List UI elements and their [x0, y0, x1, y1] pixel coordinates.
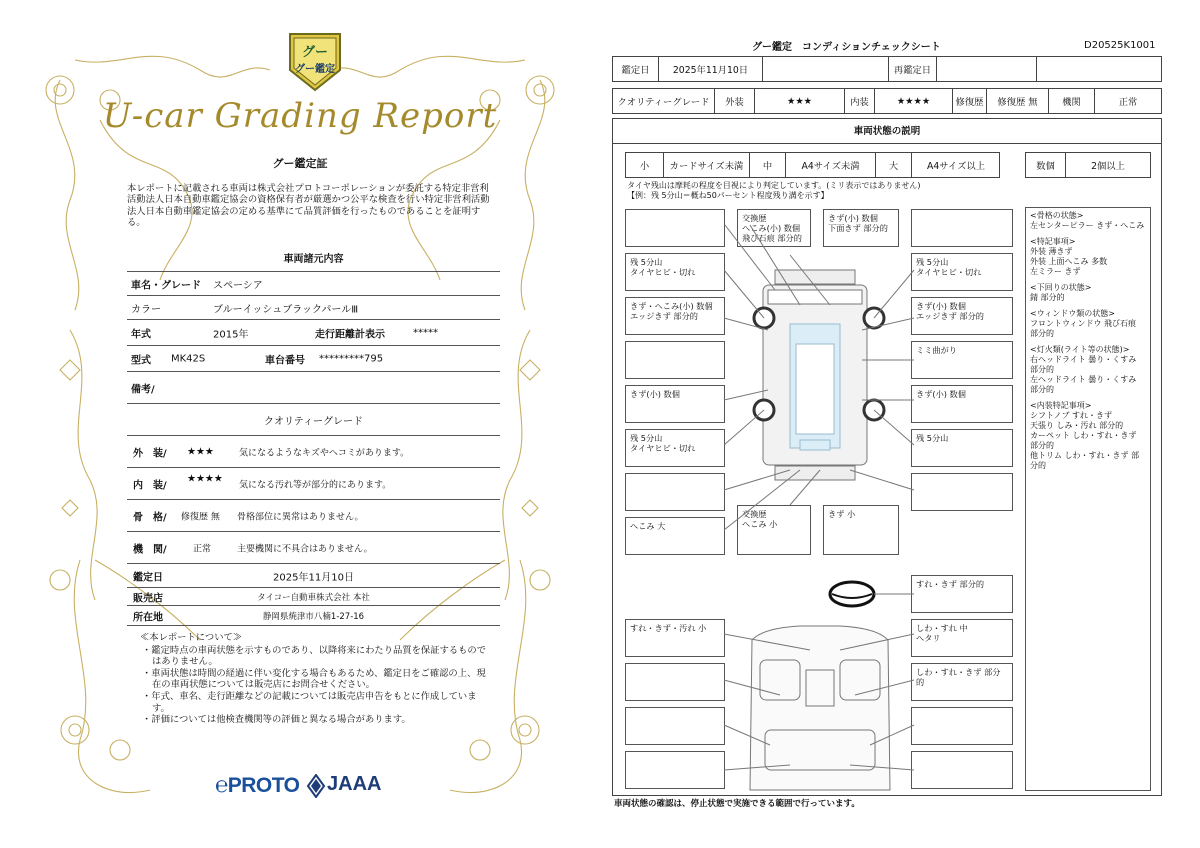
notebox-empty [911, 473, 1013, 511]
notebox-left-rear: へこみ 大 [625, 517, 725, 555]
special-notes-box [1025, 207, 1151, 791]
size-large-desc: A4サイズ以上 [926, 161, 985, 172]
legend-lights: <灯火類(ライト等の状態)> 右ヘッドライト 曇り・くすみ 部分的 左ヘッドライト 曇り・くすみ 部分的 [1030, 345, 1137, 394]
jaaa-logo: JAAA [327, 773, 382, 795]
size-small-desc: カードサイズ未満 [664, 153, 750, 177]
interior-label: 内 装/ [133, 480, 167, 491]
notebox-interior-right-1: しわ・すれ 中 へタリ [911, 619, 1013, 657]
notebox-left-front-tire: 残 5分山 タイヤヒビ・切れ [625, 253, 725, 291]
size-small: 小 [626, 153, 664, 177]
remarks-label: 備考/ [131, 384, 155, 395]
ext-label: 外装 [715, 89, 755, 113]
row-shop [127, 588, 500, 606]
notebox-interior-left: すれ・きず・汚れ 小 [625, 619, 725, 657]
year-value: 2015年 [213, 329, 249, 340]
note-item: ・年式、車名、走行距離などの記載については販売店申告をもとに作成しています。 [142, 690, 477, 714]
notebox-empty [625, 663, 725, 701]
size-mid-desc: A4サイズ未満 [786, 153, 876, 177]
row-address [127, 606, 500, 626]
chassis-value: *********795 [319, 353, 384, 364]
condition-check-sheet [600, 0, 1200, 848]
appraisal-date-label: 鑑定日 [133, 572, 163, 583]
frame-label: 骨 格/ [133, 512, 167, 523]
svg-text:グー鑑定: グー鑑定 [295, 64, 335, 75]
certificate-title: グー鑑定証 [272, 157, 328, 170]
engine-comment: 主要機関に不具合はありません。 [237, 544, 373, 554]
notebox-left-rear-tire: 残 5分山 タイヤヒビ・切れ [625, 429, 725, 467]
note-item: ・車両状態は時間の経過に伴い変化する場合もあるため、鑑定日をご確認の上、現在の車両状態については販売店にお問合せください。 [142, 667, 486, 691]
note-item: ・鑑定時点の車両状態を示すものであり、以降将来にわたり品質を保証するものではありません。 [142, 644, 486, 668]
notebox-empty [911, 209, 1013, 247]
repair-value: 修復歴 無 [987, 89, 1049, 113]
notebox-empty [911, 707, 1013, 745]
svg-text:グー: グー [301, 45, 329, 60]
notebox-rear-center-2: きず 小 [823, 505, 899, 555]
size-legend [625, 152, 1000, 178]
spec-section-title: 車両諸元内容 [283, 254, 344, 265]
row-appraisal-date [127, 564, 500, 588]
notebox-empty [625, 751, 725, 789]
count-desc: 2個以上 [1091, 161, 1125, 172]
size-mid: 中 [750, 153, 786, 177]
repair-label: 修復歴 [953, 89, 987, 113]
quality-label: クオリティーグレード [613, 89, 715, 113]
quality-row-interior [127, 468, 500, 500]
int-stars: ★★★★ [875, 89, 953, 113]
spec-row-name [127, 272, 500, 296]
notebox-rear-center-1: 交換歴 へこみ 小 [737, 505, 811, 555]
notebox-right-front-tire: 残 5分山 タイヤヒビ・切れ [911, 253, 1013, 291]
notebox-left-mid: きず(小) 数個 [625, 385, 725, 423]
spec-row-color [127, 296, 500, 320]
legend-underbody: <下回りの状態> 錆 部分的 [1030, 283, 1092, 302]
frame-comment: 骨格部位に異常はありません。 [237, 512, 364, 522]
date-value: 2025年11月10日 [659, 57, 763, 81]
report-notes [140, 632, 490, 726]
footer-logos [215, 770, 415, 800]
quality-title-row [127, 404, 500, 436]
address-value: 静岡県焼津市八楠1-27-16 [262, 611, 365, 622]
engine-label: 機 関/ [133, 544, 167, 555]
notebox-empty [911, 751, 1013, 789]
engine-value: 正常 [1118, 97, 1138, 108]
legend-special: <特記事項> 外装 薄きず 外装 上面へこみ 多数 左ミラー きず [1030, 237, 1108, 276]
notebox-empty [625, 209, 725, 247]
redate-value [937, 57, 1037, 81]
ext-stars: ★★★ [755, 89, 845, 113]
notebox-right-mid-2: きず(小) 数個 [911, 385, 1013, 423]
spec-row-year [127, 320, 500, 346]
name-label: 車名・グレード [131, 280, 201, 291]
exterior-stars: ★★★ [187, 446, 214, 457]
frame-value: 修復歴 無 [181, 512, 220, 522]
notebox-front-center-1: 交換歴 へこみ(小) 数個 飛び石痕 部分的 [737, 209, 811, 247]
notebox-right-rear-tire: 残 5分山 [911, 429, 1013, 467]
count-label: 数個 [1026, 153, 1066, 177]
model-value: MK42S [171, 353, 206, 364]
sheet-id: D20525K1001 [1084, 40, 1156, 51]
quality-row-frame [127, 500, 500, 532]
tire-note [627, 181, 920, 201]
report-title: U-car Grading Report [102, 96, 498, 136]
goo-kantei-badge-icon [286, 30, 344, 92]
quality-row-engine [127, 532, 500, 564]
tire-note-line: タイヤ残山は摩耗の程度を目視により判定しています。(ミリ表示ではありません) [627, 181, 921, 190]
color-value: ブルーイッシュブラックパールⅢ [213, 304, 359, 315]
quality-row [612, 88, 1162, 114]
engine-value: 正常 [193, 544, 212, 554]
condition-title: 車両状態の説明 [613, 119, 1161, 144]
proto-logo: ℮PROTO [215, 772, 300, 797]
name-value: スペーシア [213, 280, 263, 291]
quality-row-exterior [127, 436, 500, 468]
notes-header: ≪本レポートについて≫ [140, 632, 243, 643]
date-blank [763, 57, 889, 81]
notebox-left-front-side: きず・へこみ(小) 数個 エッジきず 部分的 [625, 297, 725, 335]
date-label: 鑑定日 [613, 57, 659, 81]
model-label: 型式 [131, 355, 151, 366]
engine-label: 機関 [1049, 89, 1095, 113]
color-label: カラー [131, 304, 161, 315]
date-row [612, 56, 1162, 82]
notebox-empty [625, 341, 725, 379]
interior-comment: 気になる汚れ等が部分的にあります。 [239, 480, 392, 490]
legend-frame: <骨格の状態> 左センターピラー きず・へこみ [1030, 211, 1145, 230]
year-label: 年式 [131, 329, 151, 340]
jaaa-emblem-icon [307, 774, 325, 798]
notebox-steering: すれ・きず 部分的 [911, 575, 1013, 613]
tire-note-example: 【例：残 5分山＝概ね50パーセント程度残り溝を示す】 [627, 191, 829, 200]
spec-divider [127, 264, 500, 272]
shop-label: 販売店 [133, 593, 163, 604]
mileage-label: 走行距離計表示 [315, 329, 385, 340]
redate-blank [1037, 57, 1161, 81]
spec-row-model [127, 346, 500, 372]
int-label: 内装 [845, 89, 875, 113]
notebox-front-center-2: きず(小) 数個 下面きず 部分的 [823, 209, 899, 247]
notebox-empty [625, 473, 725, 511]
legend-interior: <内装特記事項> シフトノブ すれ・きず 天張り しみ・汚れ 部分的 カーペット しわ・すれ・きず 部分的 他トリム しわ・すれ・きず 部分的 [1030, 401, 1140, 470]
notebox-right-front-side: きず(小) 数個 エッジきず 部分的 [911, 297, 1013, 335]
chassis-label: 車台番号 [265, 355, 305, 366]
spec-row-remarks [127, 372, 500, 404]
count-legend [1025, 152, 1151, 178]
notebox-interior-right-2: しわ・すれ・きず 部分的 [911, 663, 1013, 701]
condition-diagram [612, 118, 1162, 796]
size-large: 大 [876, 153, 912, 177]
shop-value: タイコー自動車株式会社 本社 [257, 592, 370, 603]
address-label: 所在地 [133, 612, 163, 623]
appraisal-date-value: 2025年11月10日 [273, 572, 354, 583]
exterior-label: 外 装/ [133, 448, 167, 459]
quality-title: クオリティーグレード [264, 416, 363, 427]
exterior-comment: 気になるようなキズやヘコミがあります。 [239, 448, 410, 458]
sheet-title: グー鑑定 コンディションチェックシート [752, 42, 941, 53]
notebox-right-mid-1: ミミ曲がり [911, 341, 1013, 379]
legend-windows: <ウィンドウ類の状態> フロントウィンドウ 飛び石痕 部分的 [1030, 309, 1137, 338]
certificate-text: 本レポートに記載される車両は株式会社プロトコーポレーションが委託する特定非営利活動法人日本自動車鑑定協会の資格保有者が厳選かつ公平な検査を行い特定非営利活動法人日本自動車鑑定協会の定める基準にて品質評価を行ったものであることを証明する。 [127, 183, 490, 229]
mileage-value: ***** [413, 327, 438, 338]
interior-stars: ★★★★ [187, 473, 223, 484]
note-item: ・評価については他検査機関等の評価と異なる場合があります。 [142, 714, 411, 726]
footer-note: 車両状態の確認は、停止状態で実施できる範囲で行っています。 [614, 799, 860, 809]
redate-label: 再鑑定日 [889, 57, 937, 81]
notebox-empty [625, 707, 725, 745]
